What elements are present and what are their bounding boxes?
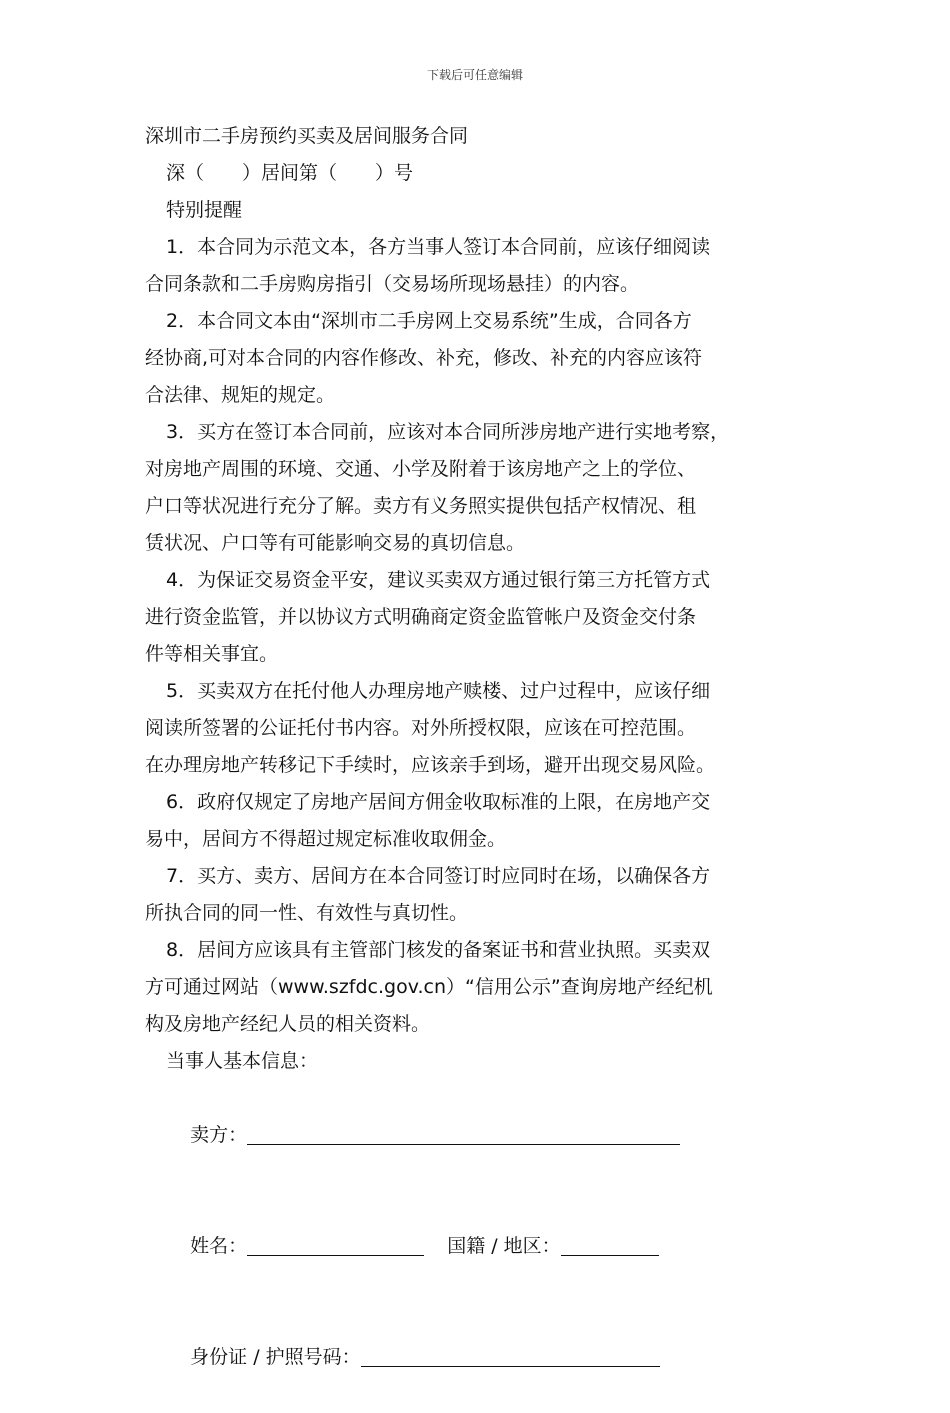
paragraph-line: 在办理房地产转移记下手续时，应该亲手到场，避开出现交易风险。 <box>145 754 716 776</box>
name-label: 姓名： <box>190 1235 248 1257</box>
paragraph-line: 3．买方在签订本合同前，应该对本合同所涉房地产进行实地考察， <box>166 421 730 443</box>
document-body <box>145 118 813 1413</box>
paragraph-line: 件等相关事宜。 <box>145 643 279 665</box>
nationality-label: 国籍 / 地区： <box>447 1235 561 1257</box>
paragraph-line: 进行资金监管，并以协议方式明确商定资金监管帐户及资金交付条 <box>145 606 697 628</box>
paragraph-line: 赁状况、户口等有可能影响交易的真切信息。 <box>145 532 526 554</box>
seller-label: 卖方： <box>190 1124 248 1146</box>
paragraph-line: 1．本合同为示范文本，各方当事人签订本合同前，应该仔细阅读 <box>166 236 711 258</box>
parties-heading: 当事人基本信息： <box>166 1050 319 1072</box>
paragraph-line: 方可通过网站（www.szfdc.gov.cn）“信用公示”查询房地产经纪机 <box>145 976 713 998</box>
header-note: 下载后可任意编辑 <box>426 68 523 82</box>
reminder-heading: 特别提醒 <box>166 199 243 221</box>
paragraph-line: 所执合同的同一性、有效性与真切性。 <box>145 902 469 924</box>
name-nationality-field <box>145 1191 813 1302</box>
reminder-paragraph <box>145 932 813 1043</box>
paragraph-line: 对房地产周围的环境、交通、小学及附着于该房地产之上的学位、 <box>145 458 697 480</box>
seller-blank[interactable] <box>247 1122 680 1145</box>
paragraph-line: 5．买卖双方在托付他人办理房地产赎楼、过户过程中，应该仔细 <box>166 680 711 702</box>
paragraph-line: 构及房地产经纪人员的相关资料。 <box>145 1013 431 1035</box>
document-title: 深圳市二手房预约买卖及居间服务合同 <box>145 125 469 147</box>
reminder-paragraph <box>145 858 813 932</box>
reminder-list <box>145 229 813 1043</box>
paragraph-line: 易中，居间方不得超过规定标准收取佣金。 <box>145 828 507 850</box>
paragraph-line: 合法律、规矩的规定。 <box>145 384 336 406</box>
id-label: 身份证 / 护照号码： <box>190 1346 361 1368</box>
paragraph-line: 8．居间方应该具有主管部门核发的备案证书和营业执照。买卖双 <box>166 939 711 961</box>
reminder-paragraph <box>145 562 813 673</box>
reminder-paragraph <box>145 303 813 414</box>
id-blank[interactable] <box>361 1344 660 1367</box>
reminder-paragraph <box>145 673 813 784</box>
name-blank[interactable] <box>247 1233 424 1256</box>
paragraph-line: 阅读所签署的公证托付书内容。对外所授权限，应该在可控范围。 <box>145 717 697 739</box>
reminder-paragraph <box>145 784 813 858</box>
reminder-paragraph <box>145 414 813 562</box>
paragraph-line: 4．为保证交易资金平安，建议买卖双方通过银行第三方托管方式 <box>166 569 711 591</box>
paragraph-line: 经协商,可对本合同的内容作修改、补充，修改、补充的内容应该符 <box>145 347 703 369</box>
seller-field <box>145 1080 813 1191</box>
id-field <box>145 1302 813 1413</box>
paragraph-line: 2．本合同文本由“深圳市二手房网上交易系统”生成，合同各方 <box>166 310 692 332</box>
paragraph-line: 合同条款和二手房购房指引（交易场所现场悬挂）的内容。 <box>145 273 640 295</box>
paragraph-line: 6．政府仅规定了房地产居间方佣金收取标准的上限，在房地产交 <box>166 791 711 813</box>
paragraph-line: 7．买方、卖方、居间方在本合同签订时应同时在场，以确保各方 <box>166 865 711 887</box>
paragraph-line: 户口等状况进行充分了解。卖方有义务照实提供包括产权情况、租 <box>145 495 697 517</box>
reminder-paragraph <box>145 229 813 303</box>
nationality-blank[interactable] <box>561 1233 659 1256</box>
contract-number-line: 深（ ）居间第（ ）号 <box>166 162 414 184</box>
